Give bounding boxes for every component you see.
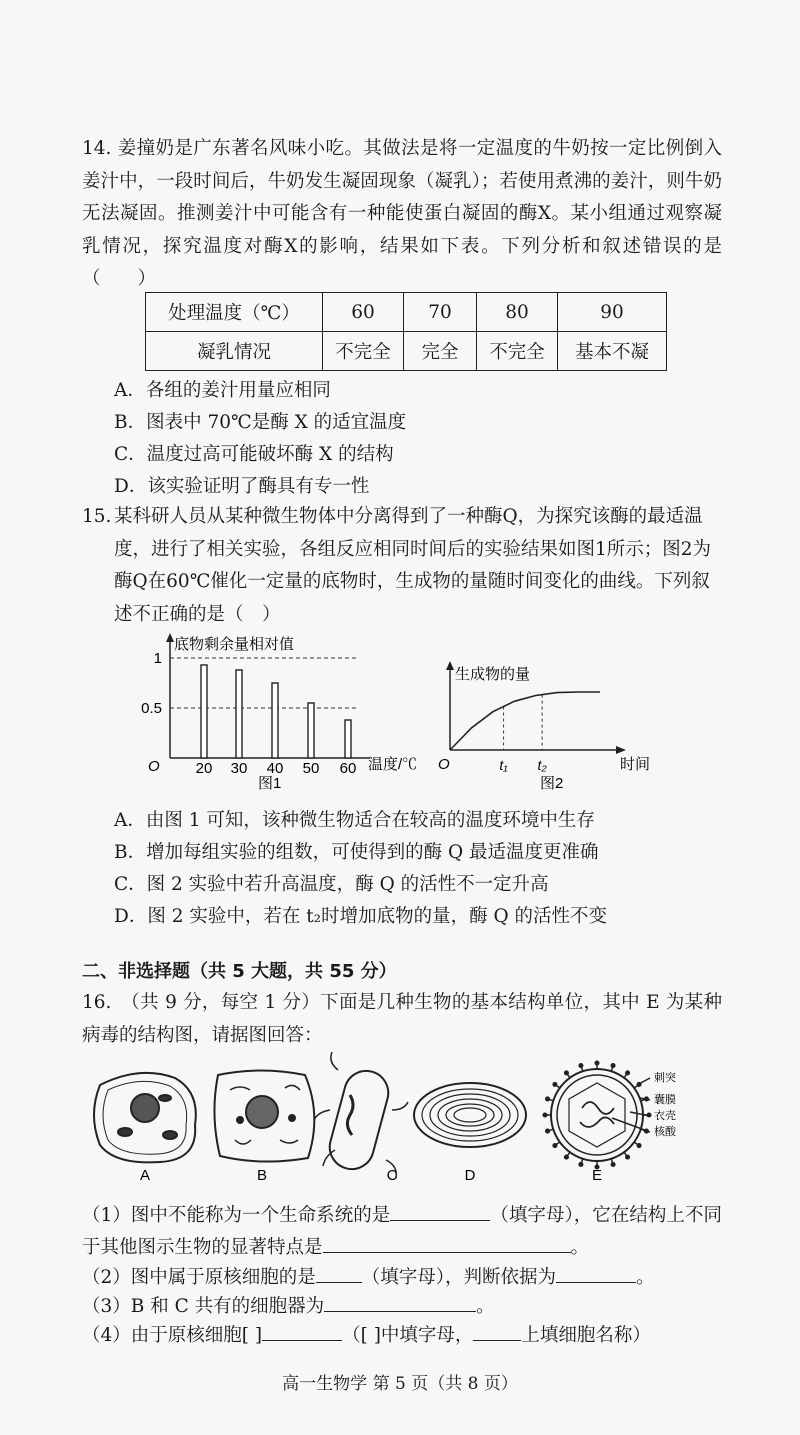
fig2-ylabel: 生成物的量 (455, 666, 531, 683)
section-2-title: 二、非选择题（共 5 大题，共 55 分） (82, 961, 397, 982)
cell-b-animal (214, 1071, 314, 1162)
virus-spike-tip (553, 1144, 557, 1148)
q14-option-a: A．各组的姜汁用量应相同 (114, 380, 331, 401)
virus-spike-tip (565, 1071, 569, 1075)
table-temp-70: 70 (404, 293, 477, 332)
table-temp-90: 90 (558, 293, 667, 332)
virus-spike-tip (595, 1061, 599, 1065)
q16-sub2-a: （2）图中属于原核细胞的是 (82, 1267, 316, 1288)
virus-label-nucleic-acid: 核酸 (654, 1126, 676, 1138)
virus-label-capsid: 衣壳 (654, 1110, 676, 1122)
table-temp-80: 80 (477, 293, 558, 332)
q16-sub1: （1）图中不能称为一个生命系统的是 （填字母），它在结构上不同于其他图示生物的显著特点是 。 (82, 1200, 722, 1264)
table-header-result: 凝乳情况 (146, 332, 323, 371)
answer-blank-6[interactable] (262, 1322, 342, 1341)
q15-number: 15. (82, 506, 112, 527)
q16-sub4 (82, 1320, 722, 1353)
fig2-xmark-1: t₁ (499, 757, 508, 773)
virus-spike-tip (546, 1129, 550, 1133)
fig1-xtick-60: 60 (339, 760, 357, 777)
fig1-xtick-40: 40 (266, 760, 284, 777)
fig2-xmark-2: t₂ (537, 757, 547, 773)
table-result-90: 基本不凝 (558, 332, 667, 371)
q14-option-d: D．该实验证明了酶具有专一性 (114, 476, 370, 497)
virus-spike-tip (611, 1163, 615, 1167)
q16-sub3-a: （3）B 和 C 共有的细胞器为 (82, 1296, 325, 1317)
label-b: B (256, 1167, 268, 1184)
label-a: A (139, 1167, 151, 1184)
label-d: D (464, 1167, 476, 1184)
virus-spike-tip (637, 1144, 641, 1148)
q16-sub2: （2）图中属于原核细胞的是 （填字母），判断依据为 。 (82, 1262, 722, 1295)
virus-spike-tip (579, 1163, 583, 1167)
label-c: C (386, 1167, 398, 1184)
table-temp-60: 60 (323, 293, 404, 332)
cell-e-virus (543, 1061, 651, 1169)
q16-sub4-b: （[ ]中填字母， (342, 1325, 474, 1346)
virus-label-spike: 刺突 (654, 1072, 676, 1084)
q14-option-c: C．温度过高可能破坏酶 X 的结构 (114, 444, 394, 465)
fig2-xlabel: 时间 (620, 756, 651, 773)
answer-blank-3[interactable] (316, 1264, 362, 1283)
virus-spike-tip (611, 1064, 615, 1068)
virus-spike-tip (626, 1071, 630, 1075)
answer-blank-7[interactable] (473, 1322, 521, 1341)
q15-option-c: C．图 2 实验中若升高温度，酶 Q 的活性不一定升高 (114, 874, 549, 895)
cell-c-bacterium (314, 1052, 408, 1178)
q16-sub3: （3）B 和 C 共有的细胞器为 。 (82, 1291, 722, 1324)
page-footer: 高一生物学 第 5 页（共 8 页） (282, 1374, 518, 1394)
q14-stem: 14. 姜撞奶是广东著名风味小吃。其做法是将一定温度的牛奶按一定比例倒入姜汁中，一段时间后，牛奶发生凝固现象（凝乳）；若使用煮沸的姜汁，则牛奶无法凝固。推测姜汁中可能含有一种能使蛋白凝固的酶X。某小组通过观察凝乳情况，探究温度对酶X的影响，结果如下表。下列分析和叙述错误的是（ ） (82, 138, 722, 289)
q16-sub4-a: （4）由于原核细胞[ ] (82, 1325, 263, 1346)
cell-d-alga (414, 1083, 526, 1147)
virus-spike-tip (543, 1113, 547, 1117)
virus-spike-tip (546, 1097, 550, 1101)
q15-option-b: B．增加每组实验的组数，可使得到的酶 Q 最适温度更准确 (114, 842, 599, 863)
virus-spike-tip (565, 1155, 569, 1159)
table-header-temp: 处理温度（℃） (146, 293, 323, 332)
answer-blank-5[interactable] (324, 1293, 476, 1312)
q14-option-b: B．图表中 70℃是酶 X 的适宜温度 (114, 412, 407, 433)
cell-a-plant (94, 1073, 196, 1163)
q15-option-d: D．图 2 实验中，若在 t₂时增加底物的量，酶 Q 的活性不变 (114, 906, 608, 927)
q15-option-a: A．由图 1 可知，该种微生物适合在较高的温度环境中生存 (114, 810, 595, 831)
virus-label-envelope: 囊膜 (654, 1094, 676, 1106)
answer-blank-4[interactable] (556, 1264, 636, 1283)
virus-spike-tip (579, 1064, 583, 1068)
fig1-xtick-30: 30 (230, 760, 248, 777)
answer-blank-2[interactable] (323, 1234, 571, 1253)
q16-stem: 16. （共 9 分，每空 1 分）下面是几种生物的基本结构单位，其中 E 为某种病毒的结构图，请据图回答： (82, 992, 722, 1046)
fig1-ylabel: 底物剩余量相对值 (174, 636, 295, 653)
label-e: E (591, 1167, 603, 1184)
table-result-80: 不完全 (477, 332, 558, 371)
fig1-title: 图1 (258, 775, 282, 792)
answer-blank-1[interactable] (390, 1202, 490, 1221)
fig1-ytick-1: 1 (153, 650, 162, 667)
virus-spike-tip (626, 1155, 630, 1159)
virus-spike-tip (553, 1083, 557, 1087)
q16-sub2-b: （填字母），判断依据为 (361, 1267, 557, 1288)
fig1-xlabel: 温度/℃ (368, 756, 418, 773)
fig2-origin: O (438, 756, 450, 773)
fig1-xtick-20: 20 (195, 760, 213, 777)
fig2-title: 图2 (540, 775, 564, 792)
q16-sub4-c: 上填细胞名称） (521, 1325, 651, 1346)
table-result-70: 完全 (404, 332, 477, 371)
q16-sub1-b: （填字母），它在结构上不同于其他图示生物的显著特点是 (82, 1205, 722, 1258)
fig1-ytick-0.5: 0.5 (141, 700, 162, 717)
fig1-origin: O (148, 758, 160, 775)
fig1-xtick-50: 50 (302, 760, 320, 777)
q15-stem: 某科研人员从某种微生物体中分离得到了一种酶Q，为探究该酶的最适温度，进行了相关实验，各组反应相同时间后的实验结果如图1所示；图2为酶Q在60℃催化一定量的底物时，生成物的量随时间变化的曲线。下列叙述不正确的是（ ） (114, 506, 712, 625)
q16-sub1-a: （1）图中不能称为一个生命系统的是 (82, 1205, 391, 1226)
table-result-60: 不完全 (323, 332, 404, 371)
